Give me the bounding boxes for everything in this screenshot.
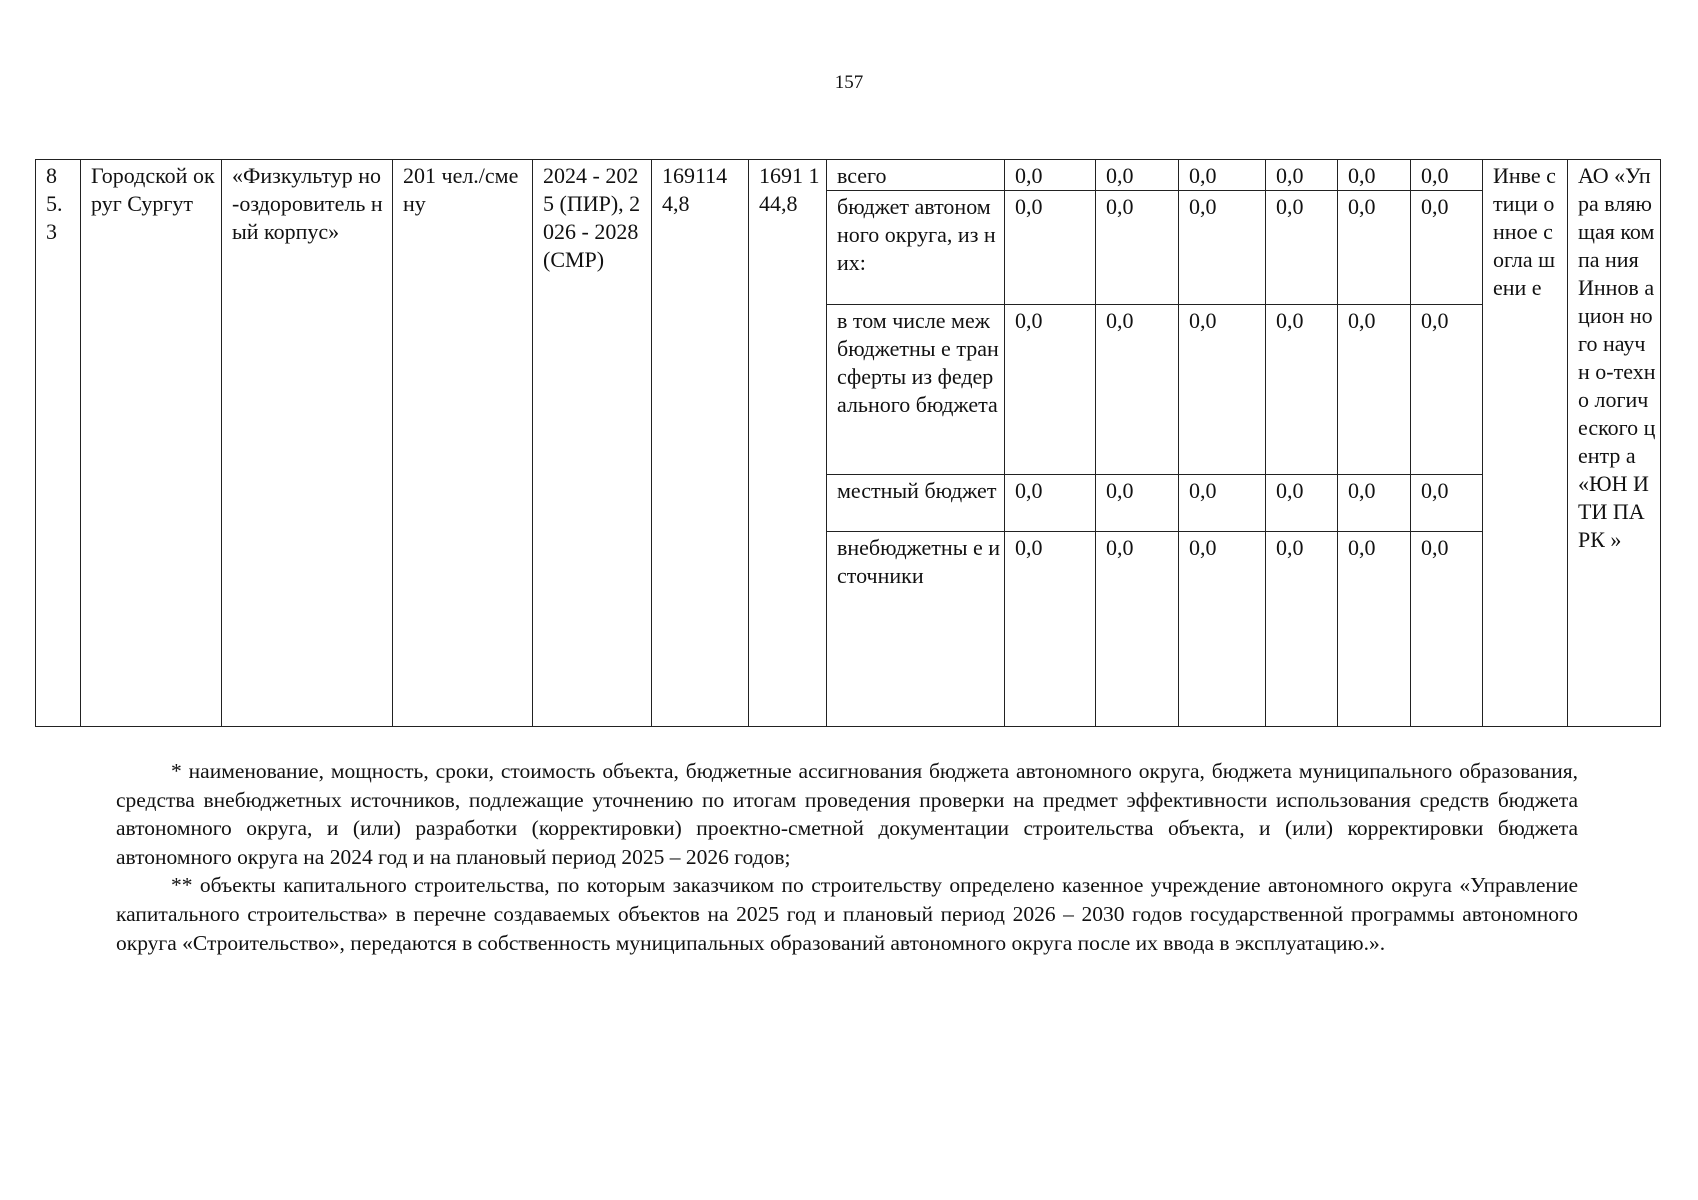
value-cell: 0,0: [1005, 160, 1096, 191]
value-cell: 0,0: [1266, 160, 1338, 191]
source-label: всего: [827, 160, 1005, 191]
table-row: [36, 160, 1661, 191]
value-cell: 0,0: [1266, 305, 1338, 475]
value-cell: 0,0: [1179, 191, 1266, 305]
value-cell: 0,0: [1005, 305, 1096, 475]
value-cell: 0,0: [1179, 160, 1266, 191]
value-cell: 0,0: [1096, 160, 1179, 191]
value-cell: 0,0: [1179, 305, 1266, 475]
value-cell: 0,0: [1411, 475, 1483, 532]
value-cell: 0,0: [1096, 475, 1179, 532]
value-cell: 0,0: [1179, 475, 1266, 532]
row-number-cell: 8 5. 3: [36, 160, 81, 727]
value-cell: 0,0: [1096, 191, 1179, 305]
investment-form-cell: Инве стици онное согла шени е: [1483, 160, 1568, 727]
cost-cell: 169114 4,8: [652, 160, 749, 727]
value-cell: 0,0: [1411, 305, 1483, 475]
value-cell: 0,0: [1005, 532, 1096, 727]
page-number: 157: [834, 72, 864, 93]
capacity-cell: 201 чел./смену: [393, 160, 533, 727]
value-cell: 0,0: [1338, 532, 1411, 727]
period-cell: 2024 - 2025 (ПИР), 2026 - 2028 (СМР): [533, 160, 652, 727]
municipality-cell: Городской округ Сургут: [81, 160, 222, 727]
value-cell: 0,0: [1411, 160, 1483, 191]
value-cell: 0,0: [1005, 191, 1096, 305]
value-cell: 0,0: [1266, 191, 1338, 305]
source-label: бюджет автономного округа, из них:: [827, 191, 1005, 305]
value-cell: 0,0: [1179, 532, 1266, 727]
footnote-double-asterisk: ** объекты капитального строительства, по которым заказчиком по строительству определено казенное учреждение автономного округа «Управление капитального строительства» в перечне создаваемых объектов на 2025 год и плановый период 2026 – 2030 годов государственной программы автономного округа «Строительство», передаются в собственность муниципальных образований автономного округа после их ввода в эксплуатацию.».: [116, 873, 1578, 955]
value-cell: 0,0: [1096, 305, 1179, 475]
value-cell: 0,0: [1005, 475, 1096, 532]
object-name-cell: «Физкультур но-оздоровитель ный корпус»: [222, 160, 393, 727]
value-cell: 0,0: [1338, 305, 1411, 475]
value-cell: 0,0: [1096, 532, 1179, 727]
source-label: местный бюджет: [827, 475, 1005, 532]
value-cell: 0,0: [1338, 191, 1411, 305]
source-label: внебюджетны е источники: [827, 532, 1005, 727]
value-cell: 0,0: [1338, 475, 1411, 532]
customer-cell: АО «Упра вляю щая компа ния Иннов ацион ного научн о-техно логич еского центр а «ЮН ИТИ ПАРК »: [1568, 160, 1661, 727]
value-cell: 0,0: [1411, 191, 1483, 305]
footnotes: [116, 757, 1578, 957]
balance-cell: 1691 144,8: [749, 160, 827, 727]
source-label: в том числе межбюджетны е трансферты из федерального бюджета: [827, 305, 1005, 475]
capital-construction-table: [35, 159, 1661, 727]
value-cell: 0,0: [1266, 475, 1338, 532]
footnote-single-asterisk: * наименование, мощность, сроки, стоимость объекта, бюджетные ассигнования бюджета автономного округа, бюджета муниципального образования, средства внебюджетных источников, подлежащие уточнению по итогам проведения проверки на предмет эффективности использования средств бюджета автономного округа, и (или) разработки (корректировки) проектно-сметной документации строительства объекта, и (или) корректировки бюджета автономного округа на 2024 год и на плановый период 2025 – 2026 годов;: [116, 759, 1578, 869]
value-cell: 0,0: [1411, 532, 1483, 727]
value-cell: 0,0: [1266, 532, 1338, 727]
value-cell: 0,0: [1338, 160, 1411, 191]
